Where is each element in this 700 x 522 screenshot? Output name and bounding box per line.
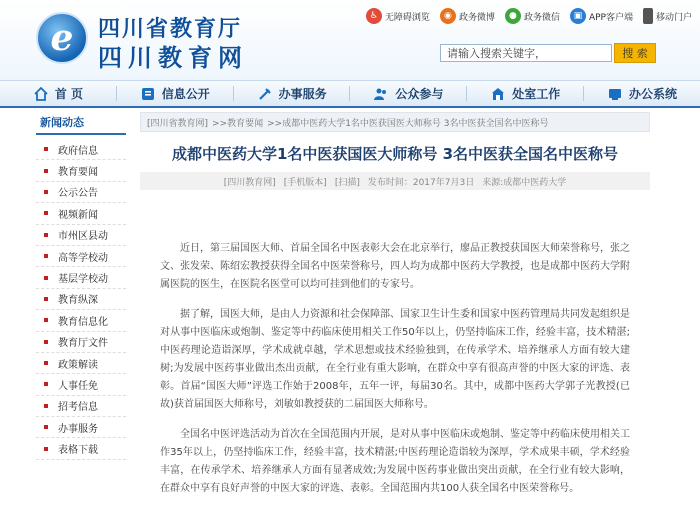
- toplink-label: APP客户端: [588, 12, 633, 23]
- sidebar-item-informatization[interactable]: [36, 310, 126, 331]
- sidebar-item-label: 表格下载: [58, 445, 98, 457]
- bullet-icon: [44, 361, 48, 365]
- toplink-mobile[interactable]: [643, 8, 692, 24]
- accessibility-icon: ♿: [366, 8, 382, 24]
- department-icon: [490, 86, 506, 102]
- home-icon: [33, 86, 49, 102]
- sidebar-item-label: 政府信息: [58, 145, 98, 157]
- nav-home[interactable]: [0, 81, 116, 106]
- article-paragraph: 近日，第三届国医大师、首届全国名中医表彰大会在北京举行，廖品正教授获国医大师荣誉称号，张之文、张发荣、陈绍宏教授获得全国名中医荣誉称号，四人均为成都中医药大学教授，也是成都中医药大学附属医院的医生，在医院名医堂可以均可挂到他们的专家号。: [160, 243, 630, 290]
- nav-info-disclosure[interactable]: [117, 81, 233, 106]
- sidebar-item-label: 教育信息化: [58, 316, 108, 328]
- article-paragraph: 全国名中医评选活动为首次在全国范围内开展，是对从事中医临床或炮制、鉴定等中药临床使用相关工作35年以上，仍坚持临床工作，经验丰富，技术精湛;中医药理论造诣较为深厚，学术成果丰硕，学术经验丰富，在传承学术、培养继承人方面有显著成效;为发展中医药事业做出突出贡献，在全行业有较大影响，在群众中享有良好声誉的中医大家的评选、表彰。全国范围内共100人获全国名中医荣誉称号。: [160, 429, 630, 494]
- bullet-icon: [44, 233, 48, 237]
- article-paragraph: 据了解，国医大师，是由人力资源和社会保障部、国家卫生计生委和国家中医药管理局共同发起组织是对从事中医临床或炮制、鉴定等中药临床使用相关工作50年以上，仍坚持临床工作，经验丰富，技术精湛;中医药理论造诣深厚，学术成就卓越，学术思想或技术经验独到，在传承学术、培养继承人方面有较大建树;为发展中医药事业做出杰出贡献，在全行业有重大影响，在群众中享有很高声誉的中医大家的评选、表彰。首届“国医大师”评选工作始于2008年，五年一评，每届30名。其中，成都中医药大学郭子光教授(已故)获首届国医大师称号，刘敏如教授获的二届国医大师称号。: [160, 309, 630, 410]
- nav-label: 信息公开: [161, 87, 210, 101]
- site-header: [0, 0, 700, 80]
- nav-label: 办公系统: [629, 87, 678, 101]
- bullet-icon: [44, 425, 48, 429]
- bullet-icon: [44, 297, 48, 301]
- toplink-label: 无障碍浏览: [384, 12, 430, 23]
- sidebar-item-label: 视频新闻: [58, 209, 98, 221]
- weibo-icon: ◉: [440, 8, 456, 24]
- bullet-icon: [44, 318, 48, 322]
- main-nav: [0, 80, 700, 108]
- bullet-icon: [44, 276, 48, 280]
- sidebar-item-label: 人事任免: [58, 380, 98, 392]
- article-title: 成都中医药大学1名中医获国医大师称号 3名中医获全国名中医称号: [171, 145, 619, 163]
- bullet-icon: [44, 447, 48, 451]
- bullet-icon: [44, 169, 48, 173]
- article-body: [160, 240, 630, 510]
- service-icon: [257, 86, 273, 102]
- sidebar-item-university[interactable]: [36, 246, 126, 267]
- sidebar-item-label: 教育纵深: [58, 295, 98, 307]
- bullet-icon: [44, 147, 48, 151]
- sidebar-item-label: 教育厅文件: [58, 338, 108, 350]
- sidebar-item-city-county[interactable]: [36, 225, 126, 246]
- toplink-app[interactable]: [570, 8, 633, 24]
- bullet-icon: [44, 404, 48, 408]
- breadcrumb: [140, 112, 650, 132]
- meta-mobile-version[interactable]: [手机版本]: [283, 177, 327, 188]
- sidebar-item-services[interactable]: [36, 417, 126, 438]
- meta-site-tag[interactable]: [四川教育网]: [223, 177, 276, 188]
- wechat-icon: ●: [505, 8, 521, 24]
- sidebar-item-label: 招考信息: [58, 402, 98, 414]
- site-logo[interactable]: [36, 12, 88, 64]
- app-icon: ▣: [570, 8, 586, 24]
- sidebar-item-label: 教育要闻: [58, 167, 98, 179]
- sidebar-item-label: 基层学校动: [58, 274, 108, 286]
- sidebar-item-notices[interactable]: [36, 182, 126, 203]
- sidebar: [36, 112, 126, 460]
- toplink-label: 政务微博: [458, 12, 495, 23]
- nav-office[interactable]: [584, 81, 700, 106]
- sidebar-item-documents[interactable]: [36, 332, 126, 353]
- sidebar-list: [36, 139, 126, 460]
- article-meta: [140, 172, 650, 190]
- bullet-icon: [44, 382, 48, 386]
- sidebar-item-label: 政策解读: [58, 359, 98, 371]
- site-title-secondary: 四川教育网: [98, 43, 248, 72]
- toplink-weibo[interactable]: [440, 8, 495, 24]
- breadcrumb-home[interactable]: [四川省教育网]: [147, 118, 209, 129]
- breadcrumb-current: >>成都中医药大学1名中医获国医大师称号 3名中医获全国名中医称号: [267, 118, 549, 129]
- logo-letter: e: [50, 17, 74, 59]
- participation-icon: [373, 86, 389, 102]
- toplink-label: 政务微信: [523, 12, 560, 23]
- nav-services[interactable]: [234, 81, 350, 106]
- mobile-icon: [643, 8, 653, 24]
- sidebar-item-grassroots[interactable]: [36, 267, 126, 288]
- nav-participation[interactable]: [350, 81, 466, 106]
- sidebar-item-label: 高等学校动: [58, 252, 108, 264]
- meta-source: 来源:成都中医药大学: [482, 177, 567, 188]
- search-button[interactable]: 搜 索: [614, 43, 656, 63]
- toplink-wechat[interactable]: [505, 8, 560, 24]
- sidebar-item-gov-info[interactable]: [36, 139, 126, 160]
- sidebar-item-exams[interactable]: [36, 396, 126, 417]
- meta-scan[interactable]: [扫描]: [334, 177, 360, 188]
- nav-label: 公众参与: [395, 87, 444, 101]
- sidebar-item-policy[interactable]: [36, 353, 126, 374]
- sidebar-item-in-depth[interactable]: [36, 289, 126, 310]
- sidebar-item-appointments[interactable]: [36, 374, 126, 395]
- nav-label: 首 页: [54, 87, 83, 101]
- sidebar-title: 新闻动态: [36, 112, 126, 135]
- search-input[interactable]: [440, 44, 612, 62]
- toplink-label: 移动门户: [655, 12, 692, 23]
- top-links: [366, 8, 692, 24]
- site-title-primary: 四川省教育厅: [98, 16, 243, 42]
- bullet-icon: [44, 211, 48, 215]
- nav-label: 处室工作: [512, 87, 561, 101]
- info-icon: [140, 86, 156, 102]
- nav-label: 办事服务: [278, 87, 327, 101]
- nav-department[interactable]: [467, 81, 583, 106]
- breadcrumb-section[interactable]: >>教育要闻: [212, 118, 264, 129]
- meta-publish-date: 发布时间：2017年7月3日: [367, 177, 475, 188]
- bullet-icon: [44, 190, 48, 194]
- toplink-accessibility[interactable]: [366, 8, 430, 24]
- sidebar-item-label: 市州区县动: [58, 231, 108, 243]
- sidebar-item-video-news[interactable]: [36, 203, 126, 224]
- bullet-icon: [44, 254, 48, 258]
- bullet-icon: [44, 340, 48, 344]
- sidebar-item-edu-news[interactable]: [36, 160, 126, 181]
- sidebar-item-label: 公示公告: [58, 188, 98, 200]
- sidebar-item-downloads[interactable]: [36, 438, 126, 459]
- sidebar-item-label: 办事服务: [58, 423, 98, 435]
- office-icon: [607, 86, 623, 102]
